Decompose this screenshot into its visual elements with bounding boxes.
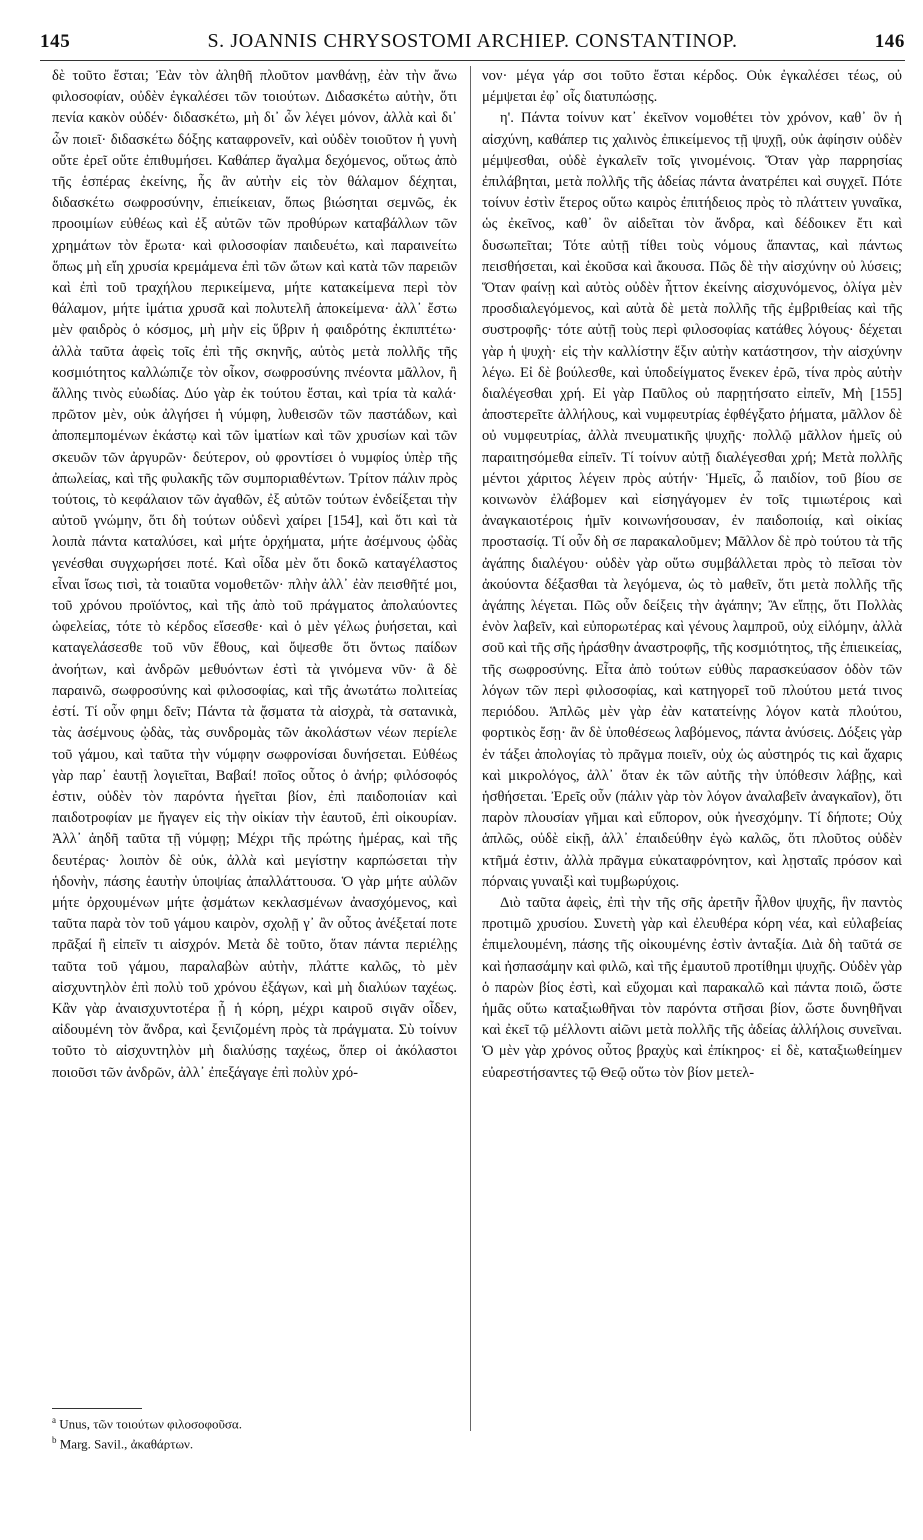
footnote-text: Unus, τῶν τοιούτων φιλοσοφοῦσα.	[59, 1416, 242, 1432]
footnote-text: Marg. Savil., ἀκαθάρτων.	[59, 1436, 194, 1452]
right-paragraph-2: η'. Πάντα τοίνυν κατ᾽ ἐκεῖνον νομοθέτει τὸν χρόνον, καθ᾽ ὃν ἡ αἰσχύνη, καθάπερ τις χαλινὸς ἐπικείμενος τῇ ψυχῇ, οὐκ ἀφίησιν οὐδὲν μέμψεσθαι, οὐδὲ ἐγκαλεῖν τοῖς γινομένοις. Ὅταν γὰρ παρρησίας ἐπιλάβηται, μετὰ πολλῆς τῆς ἀδείας πάντα ἀνατρέπει καὶ συγχεῖ. Πότε τοίνυν ἐστὶν ἕτερος οὕτω καιρὸς ἐπιτήδειος πρὸς τὸ πλάττειν γυναῖκα, ὡς ἐκεῖνος, καθ᾽ ὃν αἰδεῖται τὸν ἄνδρα, καὶ δέδοικεν ἔτι καὶ δυσωπεῖται; Τότε αὐτῇ τίθει τοὺς νόμους ἅπαντας, καὶ πάντως πεισθήσεται, καὶ ἑκοῦσα καὶ ἄκουσα. Πῶς δὲ τὴν αἰσχύνην οὐ λύσεις; Ὅταν φαίνῃ καὶ αὐτὸς οὐδὲν ἧττον ἐκείνης αἰσχυνόμενος, ὀλίγα μὲν προσδιαλεγόμενος, καὶ αὐτὰ δὲ μετὰ πολλῆς τῆς ἐμβριθείας καὶ τῆς συστροφῆς· τότε αὐτῇ τοὺς περὶ φιλοσοφίας κατάθες λόγους· δέχεται γὰρ ἡ ψυχὴ· εἰς τὴν καλλίστην ἕξιν αὐτὴν κατάστησον, τὴν αἰσχύνην λέγω. Εἰ δὲ βούλεσθε, καὶ ὑποδείγματος ἕνεκεν ἐρῶ, τίνα πρὸς αὐτὴν διαλέγεσθαι χρή. Εἰ γὰρ Παῦλος οὐ παρῃτήσατο εἰπεῖν, Μὴ [155] ἀποστερεῖτε ἀλλήλους, καὶ νυμφευτρίας ἐφθέγξατο ῥήματα, μᾶλλον δὲ οὐ νυμφευτρίας, ἀλλὰ πνευματικῆς ψυχῆς· πολλῷ μᾶλλον ἡμεῖς οὐ παραιτησόμεθα εἰπεῖν. Τί τοίνυν αὐτῇ διαλέγεσθαι χρή; Μετὰ πολλῆς μέντοι χάριτος λέγειν πρὸς αὐτήν· Ἡμεῖς, ὦ παιδίον, τοῦ βίου σε κοινωνὸν ἐλάβομεν καὶ εἰσηγάγομεν ἐν τοῖς τιμιωτέροις καὶ ἀναγκαιοτέροις ἡμῖν κοινωνήσουσαν, ἐν παιδοποιίᾳ, καὶ οἰκίας προστασίᾳ. Τί οὖν δὴ σε παρακαλοῦμεν; Μᾶλλον δὲ πρὸ τούτου τὰ τῆς ἀγάπης διαλέγου· οὐδὲν γὰρ οὕτω συμβάλλεται πρὸς τὸ πεῖσαι τὸν ἀκούοντα δέξασθαι τὰ λεγόμενα, ὡς τὸ μαθεῖν, ὅτι μετὰ πολλῆς τῆς ἀγάπης λέγεται. Πῶς οὖν δείξεις τὴν ἀγάπην; Ἂν εἴπῃς, ὅτι Πολλὰς ἐνὸν λαβεῖν, καὶ εὐπορωτέρας καὶ γένους λαμπροῦ, οὐχ εἱλόμην, ἀλλὰ σοῦ καὶ τῆς σῆς ἠράσθην ἀναστροφῆς, τῆς κοσμιότητος, τῆς ἐπιεικείας, τῆς σωφροσύνης. Εἶτα ἀπὸ τούτων εὐθὺς παρασκεύασον ὁδὸν τῶν λόγων τῶν περὶ φιλοσοφίας, καὶ κατηγορεῖ τοῦ πλούτου μετά τινος περιόδου. Ἁπλῶς μὲν γὰρ ἐὰν κατατείνῃς λόγον κατὰ πλούτου, φορτικὸς ἔσῃ· ἂν δὲ ὑποθέσεως λαβόμενος, πάντα ἀνύσεις. Δόξεις γὰρ ἐν τάξει ἀπολογίας τὸ πρᾶγμα ποιεῖν, οὐχ ὡς αὐστηρός τις καὶ ἄχαρις καὶ μικρολόγος, ἀλλ᾽ ὅταν ἐκ τῶν αὐτῆς τὴν ὑπόθεσιν λάβῃς, καὶ ἡσθήσεται. Ἐρεῖς οὖν (πάλιν γὰρ τὸν λόγον ἀναλαβεῖν ἀναγκαῖον), ὅτι παρὸν πλουσίαν γῆμαι καὶ εὔπορον, οὐκ ἠνεσχόμην. Τί δήποτε; Οὐχ ἁπλῶς, οὐδὲ εἰκῇ, ἀλλ᾽ ἐπαιδεύθην ἐγὼ καλῶς, ὅτι πλοῦτος οὐδὲν κτῆμά ἐστιν, ἀλλὰ πρᾶγμα εὐκαταφρόνητον, καὶ λῃσταῖς πρόσον καὶ πόρναις γυναιξὶ καὶ τυμβωρύχοις.	[482, 110, 902, 890]
page-number-right: 146	[874, 31, 905, 52]
right-paragraph-3: Διὸ ταῦτα ἀφεὶς, ἐπὶ τὴν τῆς σῆς ἀρετῆν ἦλθον ψυχῆς, ἣν παντὸς προτιμῶ χρυσίου. Συνετὴ γὰρ καὶ ἐλευθέρα κόρη νέα, καὶ εὐλαβείας ἐπιμελουμένη, πάσης τῆς οἰκουμένης ἐστὶν ἀνταξία. Διὰ δὴ ταῦτά σε καὶ ἠσπασάμην καὶ φιλῶ, καὶ τῆς ἐμαυτοῦ προτίθημι ψυχῆς. Οὐδὲν γὰρ ὁ παρὼν βίος ἐστὶ, καὶ εὔχομαι καὶ παρακαλῶ καὶ πάντα ποιῶ, ὥστε ἡμᾶς οὕτω καταξιωθῆναι τὸν παρόντα στῆσαι βίον, ὥστε δυνηθῆναι καὶ ἐκεῖ τῷ μέλλοντι αἰῶνι μετὰ πολλῆς τῆς ἀδείας ἀλλήλοις συνεῖναι. Ὁ μὲν γὰρ χρόνος οὗτος βραχὺς καὶ ἐπίκηρος· εἰ δὲ, καταξιωθείημεν εὐαρεστήσαντες τῷ Θεῷ οὕτω τὸν βίον μετελ-	[482, 894, 902, 1081]
left-column	[52, 66, 457, 1084]
right-column	[482, 66, 902, 1084]
right-paragraph-1: νον· μέγα γάρ σοι τοῦτο ἔσται κέρδος. Οὐκ ἐγκαλέσει τέως, οὐ μέμψεται ἐφ᾽ οἷς διατυπώσῃς.	[482, 68, 902, 106]
left-column-text: δὲ τοῦτο ἔσται; Ἐὰν τὸν ἀληθῆ πλοῦτον μανθάνῃ, ἐὰν τὴν ἄνω φιλοσοφίαν, οὐδὲν ἐγκαλέσει τῶν τοιούτων. Διδασκέτω αὐτὴν, ὅτι πενία κακὸν οὐδέν· διδασκέτω, μὴ δι᾽ ὧν λέγει μόνον, ἀλλὰ καὶ δι᾽ ὧν ποιεῖ· διδασκέτω δόξης καταφρονεῖν, καὶ οὐδὲν τοιοῦτον ἡ γυνὴ οὔτε ἐρεῖ οὔτε ἐπιθυμήσει. Καθάπερ ἄγαλμα δεχόμενος, οὕτως ἀπὸ τῆς ἑσπέρας ἐκείνης, ἧς ἂν αὐτὴν εἰς τὸν θάλαμον δέχηται, διδασκέτω σωφροσύνην, ἐπιείκειαν, ὅπως βιώσηται σεμνῶς, ἐκ προοιμίων εὐθέως καὶ ἐξ αὐτῶν τῶν προθύρων καταβάλλων τῶν χρημάτων τὸν ἔρωτα· καὶ φιλοσοφίαν παιδευέτω, καὶ παραινείτω ὅπως μὴ εἴη χρυσία κρεμάμενα ἐπὶ τῶν ὤτων καὶ κατὰ τῶν παρειῶν καὶ ἐπὶ τοῦ τραχήλου περικείμενα, μήτε κατακείμενα περὶ τὸν θάλαμον, μήτε ἱμάτια χρυσᾶ καὶ πολυτελῆ ἀποκείμενα· ἀλλ᾽ ἔστω μὲν φαιδρὸς ὁ κόσμος, μὴ μὴν εἰς ὕβριν ἡ φαιδρότης ἐκπιπτέτω· ἀλλὰ ταῦτα ἀφεὶς τοῖς ἐπὶ τῆς σκηνῆς, αὐτὸς μετὰ πολλῆς τῆς κοσμιότητος καλλώπιζε τὸν οἶκον, σωφροσύνης πνέοντα μᾶλλον, ἢ ἄλλης τινὸς εὐωδίας. Δύο γὰρ ἐκ τούτου ἔσται, καὶ τρία τὰ καλά· πρῶτον μὲν, οὐκ ἀλγήσει ἡ νύμφη, λυθεισῶν τῶν παστάδων, καὶ ἀποπεμπομένων ἑκάστῳ καὶ τῶν ἱματίων καὶ τῶν χρυσίων καὶ τῶν σκευῶν τῶν ἀργυρῶν· δεύτερον, οὐ φροντίσει ὁ νυμφίος ὑπὲρ τῆς ἀπωλείας, καὶ τῆς φυλακῆς τῶν συμποριαθέντων. Τρίτον πάλιν πρὸς τούτοις, τὸ κεφάλαιον τῶν ἀγαθῶν, ἐξ αὐτῶν τούτων ἐνδείξεται τὴν αὐτοῦ γνώμην, ὅτι δὴ τούτων οὐδενὶ χαίρει [154], καὶ ὅτι καὶ τὰ λοιπὰ πάντα καταλύσει, καὶ μήτε ὀρχήματα, μήτε ἀσέμνους ᾠδὰς γενέσθαι συγχωρήσει ποτέ. Καὶ οἶδα μὲν ὅτι δοκῶ καταγέλαστος εἶναι ἴσως τισὶ, τὰ τοιαῦτα νομοθετῶν· πλὴν ἀλλ᾽ ἐὰν πεισθῆτέ μοι, τοῦ χρόνου προϊόντος, καὶ τῆς ἀπὸ τοῦ πράγματος ἀπολαύοντες ὠφελείας, τότε τὸ κέρδος εἴσεσθε· καὶ ὁ μὲν γέλως ῥυήσεται, καὶ καταγελάσεσθε τοῦ νῦν ἔθους, καὶ ὄψεσθε ὅτι ὄντως παίδων ἀνοήτων, καὶ ἀνδρῶν μεθυόντων ἐστὶ τὰ γινόμενα νῦν· ἃ δὲ παραινῶ, σωφροσύνης καὶ φιλοσοφίας, καὶ τῆς ἀνωτάτω πολιτείας ἐστί. Τί οὖν φημι δεῖν; Πάντα τὰ ᾄσματα τὰ αἰσχρὰ, τὰ σατανικὰ, τὰς ἀσέμνους ᾠδὰς, τὰς συνδρομὰς τῶν ἀκολάστων νέων περίελε τοῦ γάμου, καὶ ταῦτα τὴν νύμφην σωφρονίσαι δυνήσεται. Εὐθέως γὰρ παρ᾽ ἑαυτῇ λογιεῖται, Βαβαί! ποῖος οὗτος ὁ ἀνήρ; φιλόσοφός ἐστιν, οὐδὲν τὸν παρόντα ἡγεῖται βίον, ἐπὶ παιδοποιίαν καὶ παιδοτροφίαν με ἤγαγεν εἰς τὴν οἰκίαν τὴν ἑαυτοῦ, ἐπὶ οἰκουρίαν. Ἀλλ᾽ ἀηδῆ ταῦτα τῇ νύμφῃ; Μέχρι τῆς πρώτης ἡμέρας, καὶ τῆς δευτέρας· λοιπὸν δὲ οὐκ, ἀλλὰ καὶ μεγίστην καρπώσεται τὴν ἡδονὴν, πάσης ἑαυτὴν ὑποψίας ἀπαλλάττουσα. Ὁ γὰρ μήτε αὐλῶν μήτε ὀρχουμένων μήτε ᾀσμάτων κεκλασμένων ἀνασχόμενος, καὶ ταῦτα παρὰ τὸν τοῦ γάμου καιρὸν, σχολῇ γ᾽ ἂν οὗτος ἀνέξεταί ποτε πρᾶξαί ἢ εἰπεῖν τι αἰσχρόν. Μετὰ δὲ τοῦτο, ὅταν πάντα περιέλῃς ταῦτα τοῦ γάμου, παραλαβὼν αὐτὴν, πλάττε καλῶς, τὸ μὲν αἰσχυντηλὸν ἐπὶ πολὺ τοῦ χρόνου ἐξάγων, καὶ μὴ διαλύων ταχέως. Κἂν γὰρ ἀναισχυντοτέρα ᾖ ἡ κόρη, μέχρι καιροῦ σιγᾶν οἶδεν, αἰδουμένη τὸν ἄνδρα, καὶ ξενιζομένη πρὸς τὰ πράγματα. Σὺ τοίνυν τοῦτο τὸ αἰσχυντηλὸν μὴ διαλύσῃς ταχέως, ὅπερ οἱ ἀκόλαστοι ποιοῦσι τῶν ἀνδρῶν, ἀλλ᾽ ἐπεξάγαγε ἐπὶ πολὺν χρό-	[52, 68, 457, 1081]
footnote-mark: a	[52, 1415, 56, 1425]
footnote-a	[52, 1412, 452, 1432]
column-divider	[470, 66, 471, 1431]
footnote-mark: b	[52, 1435, 57, 1446]
header-rule	[40, 60, 905, 61]
running-title: S. JOANNIS CHRYSOSTOMI ARCHIEP. CONSTANTINOP.	[207, 30, 738, 52]
footnotes	[52, 1412, 452, 1453]
page-number-left: 145	[40, 31, 71, 52]
running-head	[40, 30, 905, 58]
footnote-rule	[52, 1408, 142, 1409]
footnote-b	[52, 1432, 452, 1452]
